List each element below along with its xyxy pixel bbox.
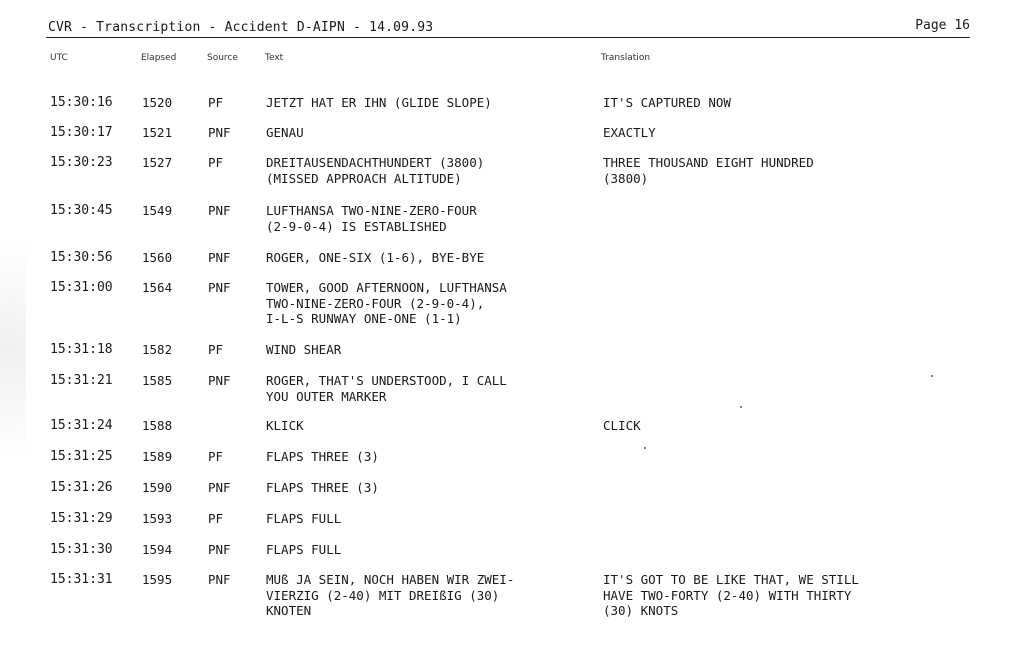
text-cell: [266, 511, 341, 527]
elapsed-cell: 1560: [142, 250, 173, 265]
utc-cell: 15:30:56: [50, 250, 113, 265]
text-cell-line: MUß JA SEIN, NOCH HABEN WIR ZWEI-: [266, 572, 515, 587]
text-cell: [266, 155, 484, 186]
text-cell: [266, 572, 514, 619]
utc-cell: 15:31:29: [50, 511, 113, 526]
table-row: [0, 155, 1024, 195]
text-cell-line: TWO-NINE-ZERO-FOUR (2-9-0-4),: [266, 295, 485, 311]
source-cell: PF: [208, 95, 224, 110]
text-cell-line: FLAPS THREE (3): [266, 449, 379, 464]
text-cell-line: (2-9-0-4) IS ESTABLISHED: [266, 218, 447, 234]
text-cell-line: JETZT HAT ER IHN (GLIDE SLOPE): [266, 95, 492, 110]
column-header-text: Text: [265, 53, 284, 63]
elapsed-cell: 1582: [142, 342, 173, 357]
translation-cell: [603, 125, 656, 141]
text-cell-line: FLAPS FULL: [266, 542, 342, 557]
utc-cell: 15:31:24: [50, 418, 113, 433]
text-cell-line: KNOTEN: [266, 603, 312, 618]
translation-cell-line: HAVE TWO-FORTY (2-40) WITH THIRTY: [603, 587, 852, 603]
text-cell: [266, 125, 304, 141]
elapsed-cell: 1595: [142, 572, 173, 587]
translation-cell-line: (3800): [603, 170, 649, 186]
utc-cell: 15:31:30: [50, 542, 113, 557]
source-cell: PNF: [208, 250, 231, 265]
elapsed-cell: 1594: [142, 542, 173, 557]
table-row: [0, 280, 1024, 326]
source-cell: PNF: [208, 203, 231, 218]
text-cell-line: I-L-S RUNWAY ONE-ONE (1-1): [266, 311, 462, 326]
text-cell: [266, 480, 379, 496]
source-cell: PNF: [208, 373, 231, 388]
text-cell: [266, 95, 492, 111]
text-cell: [266, 203, 477, 234]
elapsed-cell: 1521: [142, 125, 173, 140]
elapsed-cell: 1589: [142, 449, 173, 464]
column-header-elapsed: Elapsed: [141, 53, 177, 63]
elapsed-cell: 1564: [142, 280, 173, 295]
text-cell-line: (MISSED APPROACH ALTITUDE): [266, 170, 462, 186]
scan-speck: [931, 375, 933, 377]
translation-cell-line: IT'S CAPTURED NOW: [603, 95, 731, 110]
utc-cell: 15:30:17: [50, 125, 113, 140]
column-header-translation: Translation: [601, 53, 651, 63]
text-cell: [266, 449, 379, 465]
utc-cell: 15:31:18: [50, 342, 113, 357]
elapsed-cell: 1590: [142, 480, 173, 495]
text-cell-line: DREITAUSENDACHTHUNDERT (3800): [266, 155, 485, 170]
translation-cell-line: CLICK: [603, 418, 641, 433]
source-cell: PF: [208, 449, 224, 464]
utc-cell: 15:30:23: [50, 155, 113, 170]
text-cell-line: ROGER, ONE-SIX (1-6), BYE-BYE: [266, 250, 485, 265]
source-cell: PNF: [208, 542, 231, 557]
translation-cell: [603, 418, 641, 434]
text-cell-line: FLAPS THREE (3): [266, 480, 379, 495]
text-cell: [266, 342, 341, 358]
document-title: CVR - Transcription - Accident D-AIPN - 14.09.93: [48, 20, 434, 35]
header-rule: [46, 37, 970, 38]
elapsed-cell: 1527: [142, 155, 173, 170]
table-row: [0, 373, 1024, 413]
text-cell: [266, 250, 484, 266]
utc-cell: 15:31:00: [50, 280, 113, 295]
table-row: [0, 203, 1024, 243]
translation-cell-line: IT'S GOT TO BE LIKE THAT, WE STILL: [603, 572, 859, 587]
column-header-source: Source: [207, 53, 238, 63]
source-cell: PNF: [208, 480, 231, 495]
text-cell: [266, 280, 507, 327]
source-cell: PF: [208, 511, 224, 526]
text-cell: [266, 373, 507, 404]
elapsed-cell: 1549: [142, 203, 173, 218]
elapsed-cell: 1593: [142, 511, 173, 526]
column-header-utc: UTC: [50, 53, 68, 63]
utc-cell: 15:31:31: [50, 572, 113, 587]
utc-cell: 15:31:21: [50, 373, 113, 388]
table-row: [0, 572, 1024, 618]
text-cell: [266, 542, 341, 558]
source-cell: PF: [208, 155, 224, 170]
elapsed-cell: 1588: [142, 418, 173, 433]
text-cell-line: KLICK: [266, 418, 304, 433]
source-cell: PNF: [208, 280, 231, 295]
source-cell: PNF: [208, 572, 231, 587]
text-cell-line: FLAPS FULL: [266, 511, 342, 526]
text-cell-line: YOU OUTER MARKER: [266, 388, 387, 404]
scan-speck: [740, 406, 742, 408]
utc-cell: 15:30:16: [50, 95, 113, 110]
translation-cell-line: THREE THOUSAND EIGHT HUNDRED: [603, 155, 814, 170]
source-cell: PNF: [208, 125, 231, 140]
text-cell-line: TOWER, GOOD AFTERNOON, LUFTHANSA: [266, 280, 507, 295]
text-cell: [266, 418, 304, 434]
translation-cell: [603, 95, 731, 111]
utc-cell: 15:31:26: [50, 480, 113, 495]
translation-cell: [603, 155, 814, 186]
translation-cell: [603, 572, 859, 619]
utc-cell: 15:31:25: [50, 449, 113, 464]
text-cell-line: GENAU: [266, 125, 304, 140]
text-cell-line: VIERZIG (2-40) MIT DREIßIG (30): [266, 587, 500, 603]
elapsed-cell: 1585: [142, 373, 173, 388]
page-number: Page 16: [915, 18, 970, 33]
elapsed-cell: 1520: [142, 95, 173, 110]
scan-speck: [644, 447, 646, 449]
translation-cell-line: (30) KNOTS: [603, 603, 679, 618]
utc-cell: 15:30:45: [50, 203, 113, 218]
source-cell: PF: [208, 342, 224, 357]
text-cell-line: LUFTHANSA TWO-NINE-ZERO-FOUR: [266, 203, 477, 218]
text-cell-line: WIND SHEAR: [266, 342, 342, 357]
translation-cell-line: EXACTLY: [603, 125, 656, 140]
text-cell-line: ROGER, THAT'S UNDERSTOOD, I CALL: [266, 373, 507, 388]
